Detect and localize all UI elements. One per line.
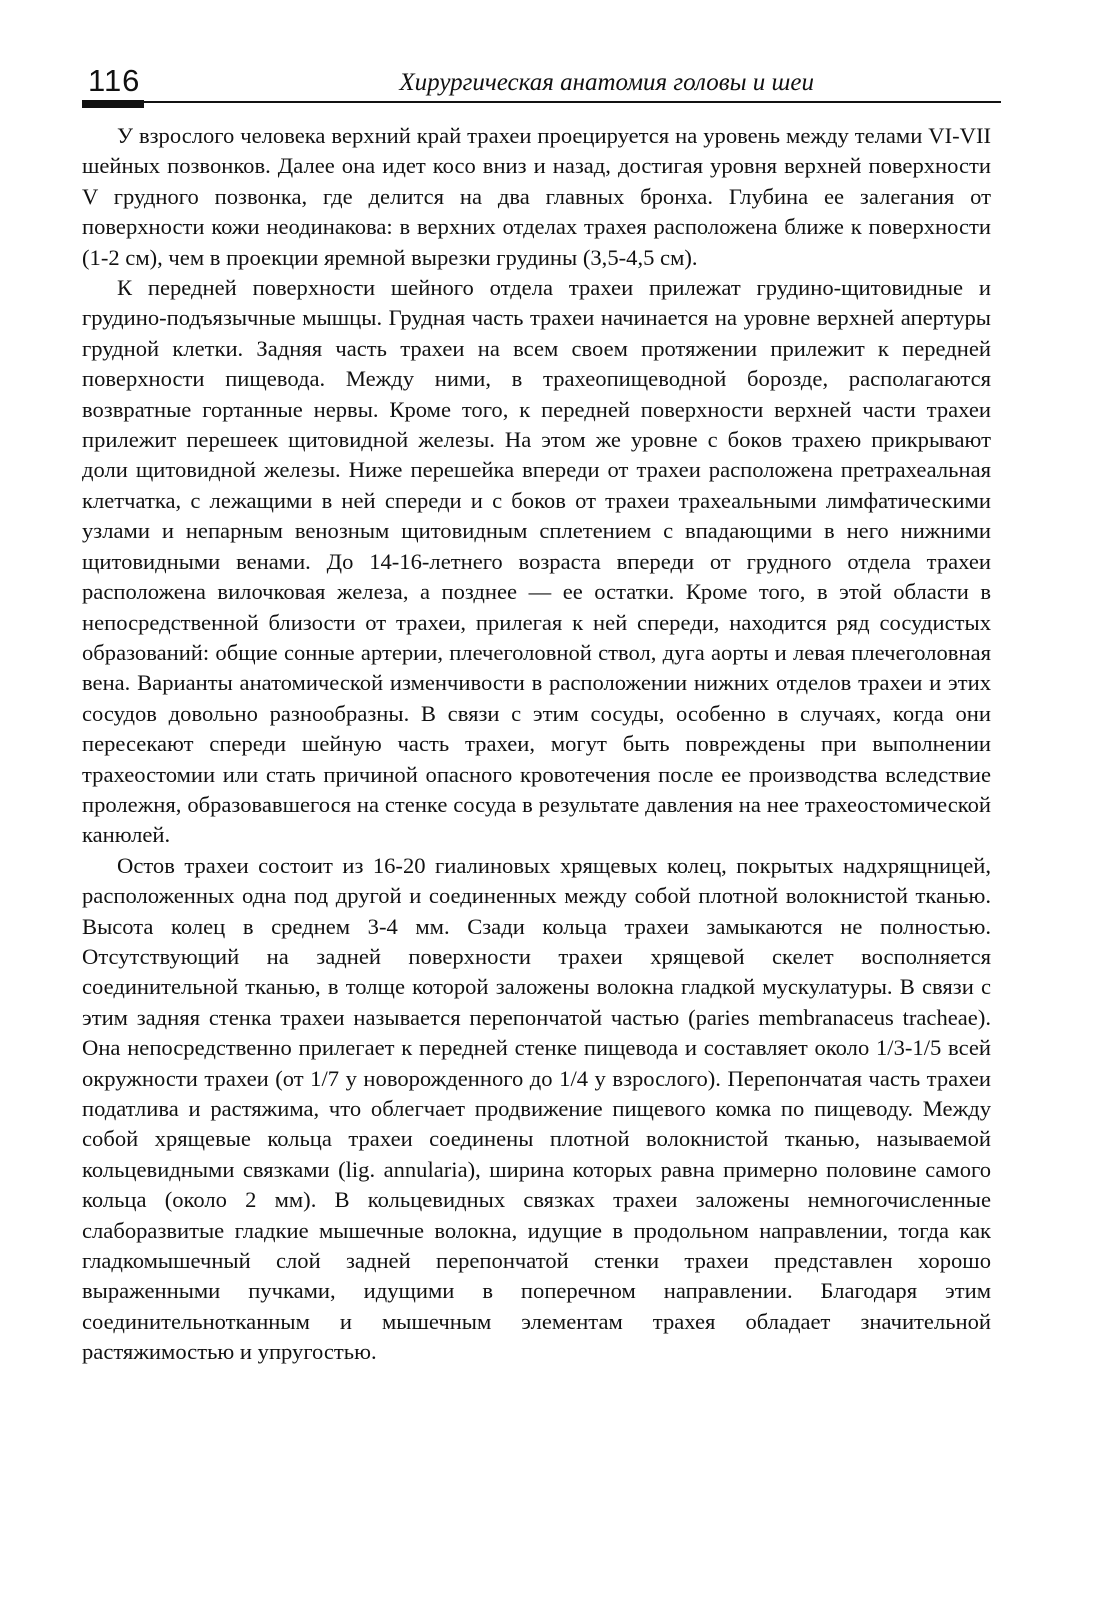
- header-band: [82, 62, 1000, 106]
- page-number: 116: [88, 63, 141, 98]
- header-rule: [82, 101, 1001, 103]
- paragraph-trachea-position: У взрослого человека верхний край трахеи проецируется на уровень между телами VI-VII шейных позвонков. Далее она идет косо вниз и назад, достигая уровня верхней поверхности V грудного позвонка, где делится на два главных бронха. Глубина ее залегания от поверхности кожи неодинакова: в верхних отделах трахея расположена ближе к поверхности (1-2 см), чем в проекции яремной вырезки грудины (3,5-4,5 см).: [82, 123, 991, 270]
- page-body: [82, 121, 991, 1368]
- paragraph-trachea-skeleton: Остов трахеи состоит из 16-20 гиалиновых хрящевых колец, покрытых надхрящницей, расположенных одна под другой и соединенных между собой плотной волокнистой тканью. Высота колец в среднем 3-4 мм. Сзади кольца трахеи замыкаются не полностью. Отсутствующий на задней поверхности трахеи хрящевой скелет восполняется соединительной тканью, в толще которой заложены волокна гладкой мускулатуры. В связи с этим задняя стенка трахеи называется перепончатой частью (paries membranaceus tracheae). Она непосредственно прилегает к передней стенке пищевода и составляет около 1/3-1/5 всей окружности трахеи (от 1/7 у новорожденного до 1/4 у взрослого). Перепончатая часть трахеи податлива и растяжима, что облегчает продвижение пищевого комка по пищеводу. Между собой хрящевые кольца трахеи соединены плотной волокнистой тканью, называемой кольцевидными связками (lig. annularia), ширина которых равна примерно половине самого кольца (около 2 мм). В кольцевидных связках трахеи заложены немногочисленные слаборазвитые гладкие мышечные волокна, идущие в продольном направлении, тогда как гладкомышечный слой задней перепончатой стенки трахеи представлен хорошо выраженными пучками, идущими в поперечном направлении. Благодаря этим соединительнотканным и мышечным элементам трахея обладает значительной растяжимостью и упругостью.: [82, 852, 991, 1365]
- running-title: Хирургическая анатомия головы и шеи: [399, 69, 814, 96]
- paragraph-trachea-relations: К передней поверхности шейного отдела трахеи прилежат грудино-щитовидные и грудино-подъязычные мышцы. Грудная часть трахеи начинается на уровне верхней апертуры грудной клетки. Задняя часть трахеи на всем своем протяжении прилежит к передней поверхности пищевода. Между ними, в трахеопищеводной борозде, располагаются возвратные гортанные нервы. Кроме того, к передней поверхности верхней части трахеи прилежит перешеек щитовидной железы. На этом же уровне с боков трахею прикрывают доли щитовидной железы. Ниже перешейка впереди от трахеи расположена претрахеальная клетчатка, с лежащими в ней спереди и с боков от трахеи трахеальными лимфатическими узлами и непарным венозным щитовидным сплетением с впадающими в него нижними щитовидными венами. До 14-16-летнего возраста впереди от грудного отдела трахеи расположена вилочковая железа, а позднее — ее остатки. Кроме того, в этой области в непосредственной близости от трахеи, прилегая к ней спереди, находится ряд сосудистых образований: общие сонные артерии, плечеголовной ствол, дуга аорты и левая плечеголовная вена. Варианты анатомической изменчивости в расположении нижних отделов трахеи и этих сосудов довольно разнообразны. В связи с этим сосуды, особенно в случаях, когда они пересекают спереди шейную часть трахеи, могут быть повреждены при выполнении трахеостомии или стать причиной опасного кровотечения после ее производства вследствие пролежня, образовавшегося на стенке сосуда в результате давления на нее трахеостомической канюлей.: [82, 275, 991, 848]
